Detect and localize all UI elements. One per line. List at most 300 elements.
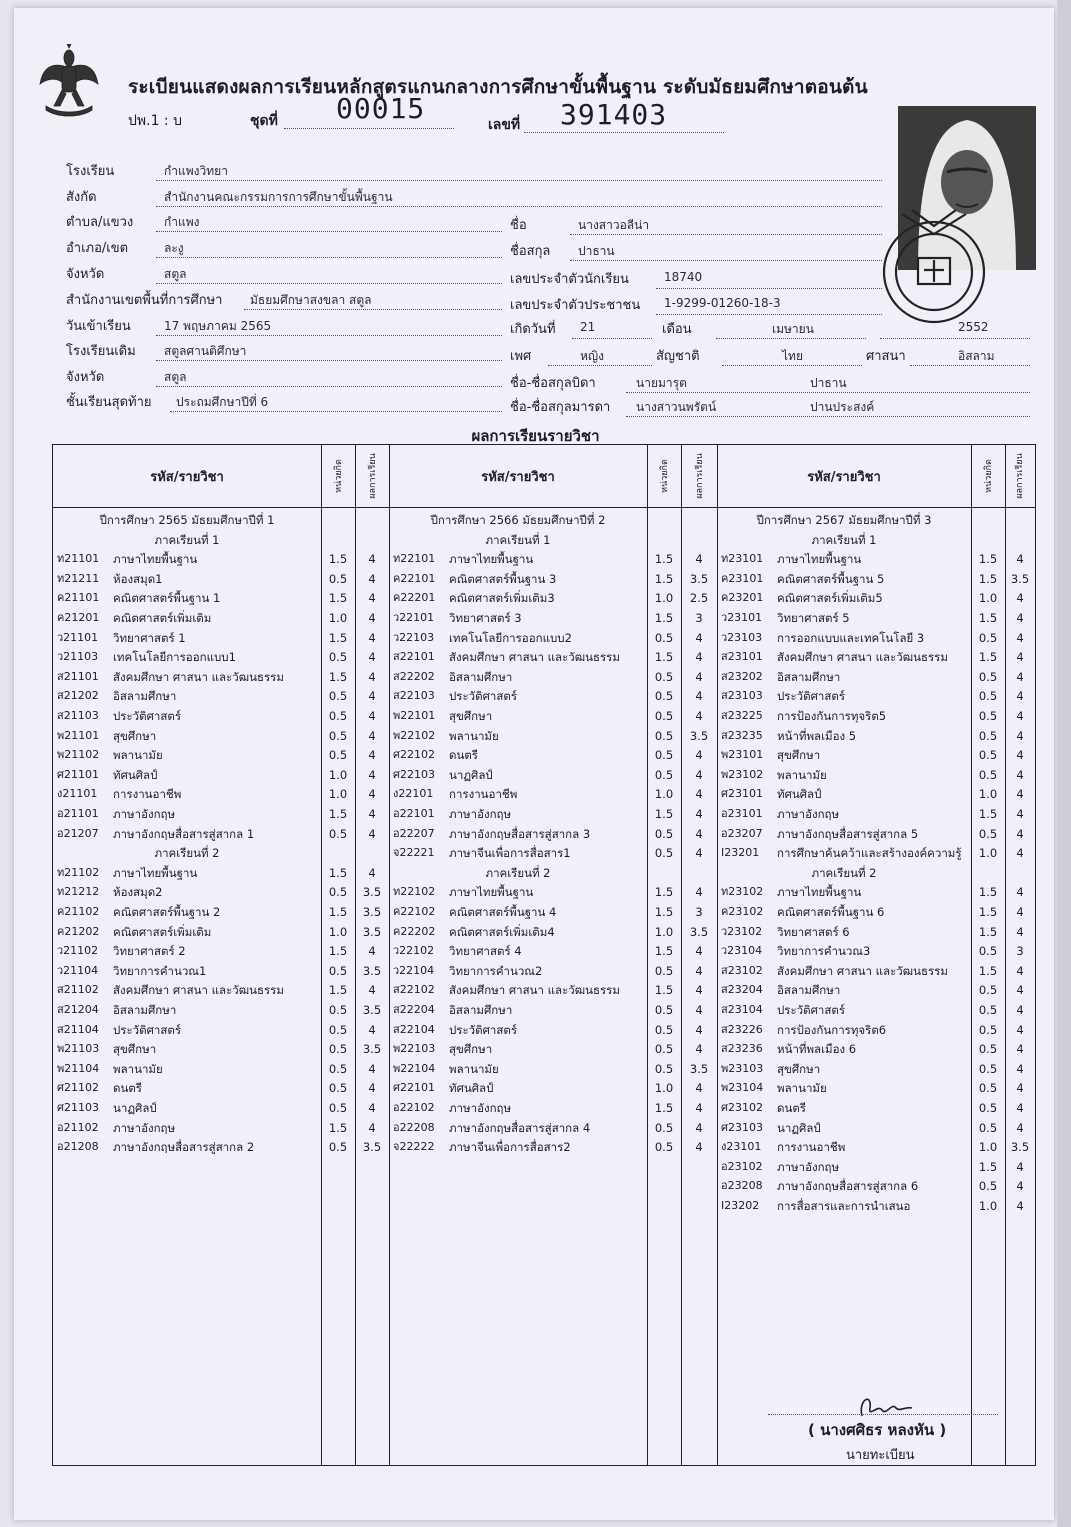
info-label: จังหวัด	[66, 267, 105, 282]
grade-value: 3	[695, 905, 703, 919]
credit-value: 1.0	[978, 591, 998, 606]
credit-value: 1.5	[654, 1101, 674, 1115]
credit-value: 0.5	[978, 709, 998, 723]
subject-code: ค23101	[721, 571, 764, 585]
credit-value: 1.5	[978, 571, 998, 586]
credit-value: 1.5	[654, 611, 674, 625]
subject-name: พลานามัย	[113, 748, 163, 763]
info-label: ตำบล/แขวง	[66, 215, 134, 230]
credit-value: 1.5	[328, 1120, 348, 1135]
credit-value: 0.5	[978, 1061, 998, 1076]
subject-name: วิทยาศาสตร์ 2	[113, 944, 186, 959]
subject-name: การงานอาชีพ	[449, 787, 518, 802]
subject-name: การป้องกันการทุจริต5	[777, 709, 887, 723]
grade-value: 4	[1016, 807, 1024, 821]
grade-value: 4	[368, 1081, 376, 1096]
grade-header: ผลการเรียน	[1015, 453, 1025, 499]
grade-value: 4	[368, 1022, 376, 1037]
subject-name: สุขศึกษา	[449, 1042, 493, 1057]
grade-value: 4	[695, 807, 703, 821]
grade-value: 4	[368, 591, 376, 606]
credit-value: 0.5	[654, 767, 674, 782]
grade-value: 3.5	[689, 571, 709, 586]
subject-name: ภาษาอังกฤษ	[777, 1159, 840, 1174]
subject-name: ภาษาอังกฤษสื่อสารสู่สากล 2	[113, 1140, 255, 1155]
subject-name: ประวัติศาสตร์	[777, 1003, 846, 1017]
subject-code: พ22104	[393, 1061, 436, 1075]
subject-name: นาฏศิลป์	[449, 767, 493, 782]
grade-value: 4	[1016, 728, 1024, 743]
birth-month-label: เดือน	[662, 322, 692, 337]
grade-value: 4	[1016, 552, 1024, 567]
subject-name: สุขศึกษา	[777, 748, 821, 763]
subject-name: ภาษาอังกฤษ	[113, 807, 176, 821]
grade-value: 3.5	[362, 924, 382, 939]
enrollment-date: 17 พฤษภาคม 2565	[164, 319, 272, 333]
grade-value: 4	[695, 1003, 703, 1017]
subject-name: ทัศนศิลป์	[449, 1081, 494, 1096]
grade-value: 4	[695, 630, 703, 645]
grade-value: 4	[1016, 1081, 1024, 1096]
grade-value: 3.5	[1010, 1140, 1030, 1155]
subject-name: เทคโนโลยีการออกแบบ2	[449, 630, 572, 645]
info-label: สำนักงานเขตพื้นที่การศึกษา	[66, 293, 223, 308]
credit-value: 1.5	[978, 650, 998, 665]
credit-value: 0.5	[654, 748, 674, 763]
credit-value: 0.5	[654, 846, 674, 861]
subject-name: ประวัติศาสตร์	[449, 1022, 518, 1037]
subject-name: ภาษาอังกฤษสื่อสารสู่สากล 5	[777, 826, 919, 841]
subject-name: ภาษาไทยพื้นฐาน	[449, 885, 534, 900]
subject-code: พ21102	[57, 748, 100, 762]
subject-name: อิสลามศึกษา	[777, 669, 841, 684]
subject-code: พ22102	[393, 728, 436, 742]
credit-value: 0.5	[328, 571, 348, 586]
credit-value: 1.0	[978, 787, 998, 802]
no-label: เลขที่	[488, 117, 521, 133]
subject-name: วิทยาการคำนวณ3	[777, 944, 871, 959]
grade-value: 4	[695, 1022, 703, 1037]
subject-code: ค22202	[393, 924, 436, 938]
credit-value: 1.5	[654, 552, 674, 567]
subject-code: ท23101	[721, 552, 764, 566]
subject-name: ภาษาไทยพื้นฐาน	[113, 552, 198, 567]
credit-value: 0.5	[328, 709, 348, 723]
subject-name: วิทยาการคำนวณ2	[449, 963, 543, 978]
affiliation: สำนักงานคณะกรรมการการศึกษาขั้นพื้นฐาน	[164, 190, 393, 204]
credit-value: 1.5	[978, 1159, 998, 1174]
school-name: กำแพงวิทยา	[164, 164, 228, 178]
subject-name: สังคมศึกษา ศาสนา และวัฒนธรรม	[777, 963, 948, 978]
grade-value: 4	[1016, 689, 1024, 704]
info-label: โรงเรียนเดิม	[66, 344, 136, 359]
grade-value: 3	[1016, 944, 1024, 959]
subject-code: ส23236	[721, 1042, 763, 1056]
subject-code: จ22221	[393, 846, 435, 860]
subject-name: ภาษาจีนเพื่อการสื่อสาร1	[449, 846, 571, 861]
grade-value: 3.5	[362, 1140, 382, 1155]
grade-value: 4	[695, 885, 703, 900]
birth-day: 21	[580, 320, 596, 334]
subject-code: ส23226	[721, 1022, 763, 1036]
subject-name: การงานอาชีพ	[113, 787, 182, 802]
sex: หญิง	[580, 349, 604, 363]
year-heading: ปีการศึกษา 2567 มัธยมศึกษาปีที่ 3	[756, 513, 932, 527]
credit-value: 0.5	[978, 983, 998, 998]
student-surname: ปาธาน	[578, 244, 615, 258]
grade-value: 4	[368, 748, 376, 763]
birth-day-label: เกิดวันที่	[510, 322, 556, 337]
subject-code: ท22101	[393, 552, 436, 566]
credit-value: 1.0	[328, 924, 348, 939]
last-grade: ประถมศึกษาปีที่ 6	[176, 395, 269, 409]
subject-code: ว21101	[57, 630, 99, 644]
term-heading: ภาคเรียนที่ 1	[811, 532, 877, 547]
subject-code: พ23104	[721, 1081, 764, 1095]
subject-name: คณิตศาสตร์พื้นฐาน 6	[777, 905, 885, 919]
subject-code: อ21101	[57, 807, 99, 820]
subject-code: ศ22101	[393, 1081, 435, 1095]
subject-code: ส21102	[57, 983, 99, 997]
subject-name: ห้องสมุด2	[113, 885, 163, 900]
subject-code: ส22104	[393, 1022, 435, 1036]
grade-value: 4	[368, 571, 376, 586]
subject-name: การป้องกันการทุจริต6	[777, 1022, 887, 1037]
subject-name: คณิตศาสตร์เพิ่มเติม	[113, 611, 212, 625]
grade-value: 4	[695, 1081, 703, 1096]
subject-code: ว22102	[393, 944, 435, 958]
subject-name: นาฏศิลป์	[777, 1120, 821, 1135]
nationality-label: สัญชาติ	[656, 349, 700, 364]
term-heading: ภาคเรียนที่ 2	[154, 846, 220, 861]
religion: อิสลาม	[958, 349, 995, 363]
grade-value: 4	[695, 846, 703, 861]
subject-code: พ22103	[393, 1042, 436, 1056]
credit-value: 1.0	[654, 924, 674, 939]
document-title: ระเบียนแสดงผลการเรียนหลักสูตรแกนกลางการศึกษาขั้นพื้นฐาน ระดับมัธยมศึกษาตอนต้น	[128, 76, 868, 98]
subject-name: ภาษาไทยพื้นฐาน	[113, 865, 198, 880]
nationality: ไทย	[782, 349, 803, 363]
subject-code: ค21202	[57, 924, 100, 938]
subject-name: วิทยาศาสตร์ 1	[113, 630, 186, 645]
credit-value: 1.5	[654, 905, 674, 919]
credit-value: 1.0	[978, 846, 998, 861]
subject-name: ภาษาอังกฤษ	[113, 1120, 176, 1135]
subject-code: ท23102	[721, 885, 764, 899]
form-code: ปพ.1 : บ	[128, 113, 182, 129]
grade-value: 4	[695, 552, 703, 567]
subject-name: ภาษาไทยพื้นฐาน	[777, 552, 862, 567]
paper-edge	[1057, 0, 1071, 1527]
subject-name: คณิตศาสตร์พื้นฐาน 5	[777, 571, 885, 586]
grade-value: 3.5	[362, 1003, 382, 1017]
credit-value: 1.5	[654, 944, 674, 959]
subject-code: ง23101	[721, 1140, 762, 1154]
subject-code: พ22101	[393, 709, 436, 722]
credit-value: 1.5	[978, 807, 998, 821]
subject-header: รหัส/รายวิชา	[481, 469, 555, 485]
subject-code: ท21101	[57, 552, 100, 566]
subject-name: ภาษาอังกฤษ	[449, 807, 512, 821]
grade-value: 4	[368, 1061, 376, 1076]
grade-value: 4	[1016, 748, 1024, 763]
subject-name: วิทยาศาสตร์ 3	[449, 611, 522, 625]
subject-name: วิทยาศาสตร์ 5	[777, 611, 850, 625]
grade-value: 4	[1016, 1120, 1024, 1135]
credit-value: 0.5	[978, 1022, 998, 1037]
grade-value: 4	[1016, 1003, 1024, 1017]
credit-value: 1.5	[328, 591, 348, 606]
credit-value: 0.5	[328, 1003, 348, 1017]
subject-name: อิสลามศึกษา	[449, 669, 513, 684]
grade-value: 4	[1016, 1061, 1024, 1076]
credit-value: 1.5	[654, 885, 674, 900]
term-heading: ภาคเรียนที่ 1	[154, 532, 220, 547]
grade-value: 4	[368, 865, 376, 880]
grade-value: 4	[1016, 924, 1024, 939]
credit-value: 1.0	[328, 787, 348, 802]
subject-code: I23201	[721, 846, 760, 860]
results-table	[52, 444, 1036, 1466]
credit-value: 0.5	[654, 630, 674, 645]
subject-code: จ22222	[393, 1140, 435, 1154]
info-label: สังกัด	[66, 190, 97, 205]
surname-label: ชื่อสกุล	[510, 244, 551, 259]
subject-code: ส21103	[57, 709, 99, 722]
credit-value: 0.5	[978, 630, 998, 645]
credit-value: 0.5	[654, 669, 674, 684]
grade-value: 4	[368, 983, 376, 998]
student-id: 18740	[664, 270, 703, 284]
subject-name: ดนตรี	[449, 748, 478, 763]
subject-name: คณิตศาสตร์เพิ่มเติม	[113, 924, 212, 939]
grade-value: 4	[1016, 650, 1024, 665]
credit-value: 0.5	[978, 689, 998, 704]
subject-code: พ23101	[721, 748, 764, 762]
grade-value: 4	[368, 767, 376, 782]
subject-name: การสื่อสารและการนำเสนอ	[777, 1199, 911, 1213]
credit-value: 1.0	[978, 1199, 998, 1213]
credit-value: 0.5	[978, 748, 998, 763]
subdistrict: กำแพง	[164, 215, 200, 229]
subject-code: ค21201	[57, 611, 100, 624]
credit-value: 1.5	[978, 963, 998, 978]
subject-name: สังคมศึกษา ศาสนา และวัฒนธรรม	[449, 983, 620, 998]
grade-value: 4	[368, 944, 376, 959]
subject-code: ส23101	[721, 650, 763, 664]
credit-value: 1.5	[328, 905, 348, 919]
grade-value: 4	[368, 787, 376, 802]
credit-value: 0.5	[978, 1101, 998, 1115]
subject-code: ส23202	[721, 669, 763, 683]
subject-code: ส21204	[57, 1003, 99, 1016]
subject-code: อ21102	[57, 1120, 99, 1134]
credit-value: 0.5	[654, 689, 674, 704]
grade-value: 3.5	[689, 924, 709, 939]
subject-code: ศ22103	[393, 767, 435, 781]
subject-code: ว23101	[721, 611, 763, 624]
subject-name: พลานามัย	[449, 728, 499, 743]
grade-value: 3.5	[362, 963, 382, 978]
grade-value: 4	[368, 669, 376, 684]
subject-code: อ22208	[393, 1120, 435, 1134]
grade-value: 4	[1016, 709, 1024, 723]
subject-code: ศ23101	[721, 787, 763, 801]
mother-last-name: ปานประสงค์	[810, 400, 875, 414]
birth-month: เมษายน	[772, 322, 814, 336]
grade-value: 4	[695, 650, 703, 665]
credit-value: 1.0	[978, 1140, 998, 1155]
info-label: วันเข้าเรียน	[66, 319, 131, 334]
grade-value: 4	[1016, 1159, 1024, 1174]
credit-value: 0.5	[328, 1061, 348, 1076]
subject-name: ภาษาไทยพื้นฐาน	[449, 552, 534, 567]
subject-name: อิสลามศึกษา	[777, 983, 841, 998]
grade-value: 4	[1016, 983, 1024, 998]
grade-value: 4	[1016, 1199, 1024, 1213]
subject-code: ค21101	[57, 591, 100, 605]
education-area: มัธยมศึกษาสงขลา สตูล	[250, 293, 372, 307]
term-heading: ภาคเรียนที่ 1	[485, 532, 551, 547]
subject-code: พ21101	[57, 728, 100, 742]
credit-value: 0.5	[978, 1179, 998, 1194]
subject-name: วิทยาการคำนวณ1	[113, 963, 207, 978]
subject-name: หน้าที่พลเมือง 6	[777, 1042, 857, 1057]
grade-value: 4	[368, 689, 376, 704]
credit-value: 0.5	[328, 1022, 348, 1037]
grade-value: 3.5	[362, 1042, 382, 1057]
credit-value: 1.5	[328, 552, 348, 567]
subject-code: ท21102	[57, 865, 100, 879]
credit-value: 0.5	[328, 963, 348, 978]
document-number: 391403	[560, 98, 668, 131]
grade-value: 4	[1016, 846, 1024, 861]
grade-value: 3	[695, 611, 703, 625]
handwritten-signature	[856, 1390, 916, 1420]
grade-value: 4	[695, 826, 703, 841]
subject-name: ประวัติศาสตร์	[113, 1022, 182, 1037]
subject-code: อ21207	[57, 826, 99, 840]
subject-code: ว21102	[57, 944, 99, 958]
subject-code: พ21104	[57, 1061, 100, 1075]
credit-value: 0.5	[328, 748, 348, 763]
subject-name: ประวัติศาสตร์	[113, 709, 182, 723]
credit-value: 1.5	[654, 983, 674, 998]
credit-value: 0.5	[328, 826, 348, 841]
credit-value: 1.5	[978, 905, 998, 919]
term-heading: ภาคเรียนที่ 2	[485, 865, 551, 880]
grade-value: 4	[695, 748, 703, 763]
subject-code: ค22201	[393, 591, 436, 605]
subject-code: ค22101	[393, 571, 436, 585]
subject-code: ง21101	[57, 787, 98, 801]
subject-name: สังคมศึกษา ศาสนา และวัฒนธรรม	[113, 669, 284, 684]
citizen-id-label: เลขประจำตัวประชาชน	[510, 298, 641, 313]
credit-header: หน่วยกิต	[984, 459, 994, 493]
subject-name: ห้องสมุด1	[113, 571, 163, 586]
subject-name: วิทยาศาสตร์ 6	[777, 924, 850, 939]
subject-code: ส23104	[721, 1003, 763, 1016]
credit-value: 1.5	[328, 669, 348, 684]
subject-name: ดนตรี	[777, 1101, 806, 1115]
grade-value: 4	[368, 1101, 376, 1115]
year-heading: ปีการศึกษา 2565 มัธยมศึกษาปีที่ 1	[99, 513, 275, 527]
grade-value: 4	[695, 983, 703, 998]
info-label: ชั้นเรียนสุดท้าย	[66, 395, 152, 410]
grade-value: 4	[1016, 1022, 1024, 1037]
credit-value: 1.5	[978, 611, 998, 625]
grade-value: 4	[368, 611, 376, 625]
grade-value: 3.5	[689, 728, 709, 743]
subject-name: ทัศนศิลป์	[777, 787, 822, 802]
mother-first-name: นางสาวนพรัตน์	[636, 400, 717, 414]
subject-name: คณิตศาสตร์เพิ่มเติม3	[449, 591, 555, 606]
registrar-position: นายทะเบียน	[846, 1448, 915, 1463]
subject-name: วิทยาศาสตร์ 4	[449, 944, 522, 959]
subject-code: พ23102	[721, 767, 764, 781]
subject-code: อ22207	[393, 826, 435, 840]
garuda-emblem-icon	[38, 44, 100, 118]
credit-value: 1.0	[654, 1081, 674, 1096]
subject-code: ส22101	[393, 650, 435, 664]
grade-value: 4	[695, 1140, 703, 1155]
subject-name: คณิตศาสตร์พื้นฐาน 4	[449, 905, 557, 919]
credit-value: 0.5	[654, 1061, 674, 1076]
subject-code: ว22101	[393, 611, 435, 624]
subject-code: อ23102	[721, 1159, 763, 1173]
credit-value: 1.5	[654, 571, 674, 586]
credit-value: 1.5	[328, 630, 348, 645]
subject-code: อ22102	[393, 1101, 435, 1114]
credit-header: หน่วยกิต	[660, 459, 670, 493]
credit-value: 0.5	[328, 1101, 348, 1115]
subject-name: คณิตศาสตร์พื้นฐาน 2	[113, 905, 221, 919]
subject-code: ศ21102	[57, 1081, 99, 1095]
credit-value: 0.5	[328, 1140, 348, 1155]
credit-value: 0.5	[654, 709, 674, 723]
credit-value: 0.5	[978, 767, 998, 782]
citizen-id: 1-9299-01260-18-3	[664, 296, 781, 310]
subject-code: ศ22102	[393, 748, 435, 762]
grade-value: 4	[1016, 630, 1024, 645]
previous-province: สตูล	[164, 370, 187, 384]
credit-value: 0.5	[328, 885, 348, 900]
credit-value: 0.5	[978, 1120, 998, 1135]
school-seal-stamp	[872, 200, 996, 330]
subject-name: สุขศึกษา	[113, 1042, 157, 1057]
credit-value: 0.5	[978, 1042, 998, 1057]
subject-name: เทคโนโลยีการออกแบบ1	[113, 650, 236, 665]
subject-name: การงานอาชีพ	[777, 1140, 846, 1155]
grade-value: 4	[695, 709, 703, 723]
credit-value: 0.5	[654, 1003, 674, 1017]
subject-code: ว23103	[721, 630, 763, 644]
info-label: โรงเรียน	[66, 164, 115, 179]
credit-value: 1.0	[654, 591, 674, 606]
grade-value: 4	[1016, 826, 1024, 841]
subject-code: พ23103	[721, 1061, 764, 1075]
grade-value: 4	[695, 1042, 703, 1057]
grade-value: 3.5	[362, 885, 382, 900]
subject-code: ว23104	[721, 944, 763, 958]
grade-value: 4	[1016, 905, 1024, 919]
credit-value: 0.5	[654, 963, 674, 978]
subject-code: ว23102	[721, 924, 763, 938]
subject-name: ภาษาอังกฤษสื่อสารสู่สากล 3	[449, 826, 591, 841]
set-number: 00015	[336, 92, 426, 125]
subject-code: ง22101	[393, 787, 434, 801]
subject-code: ส22202	[393, 669, 435, 683]
